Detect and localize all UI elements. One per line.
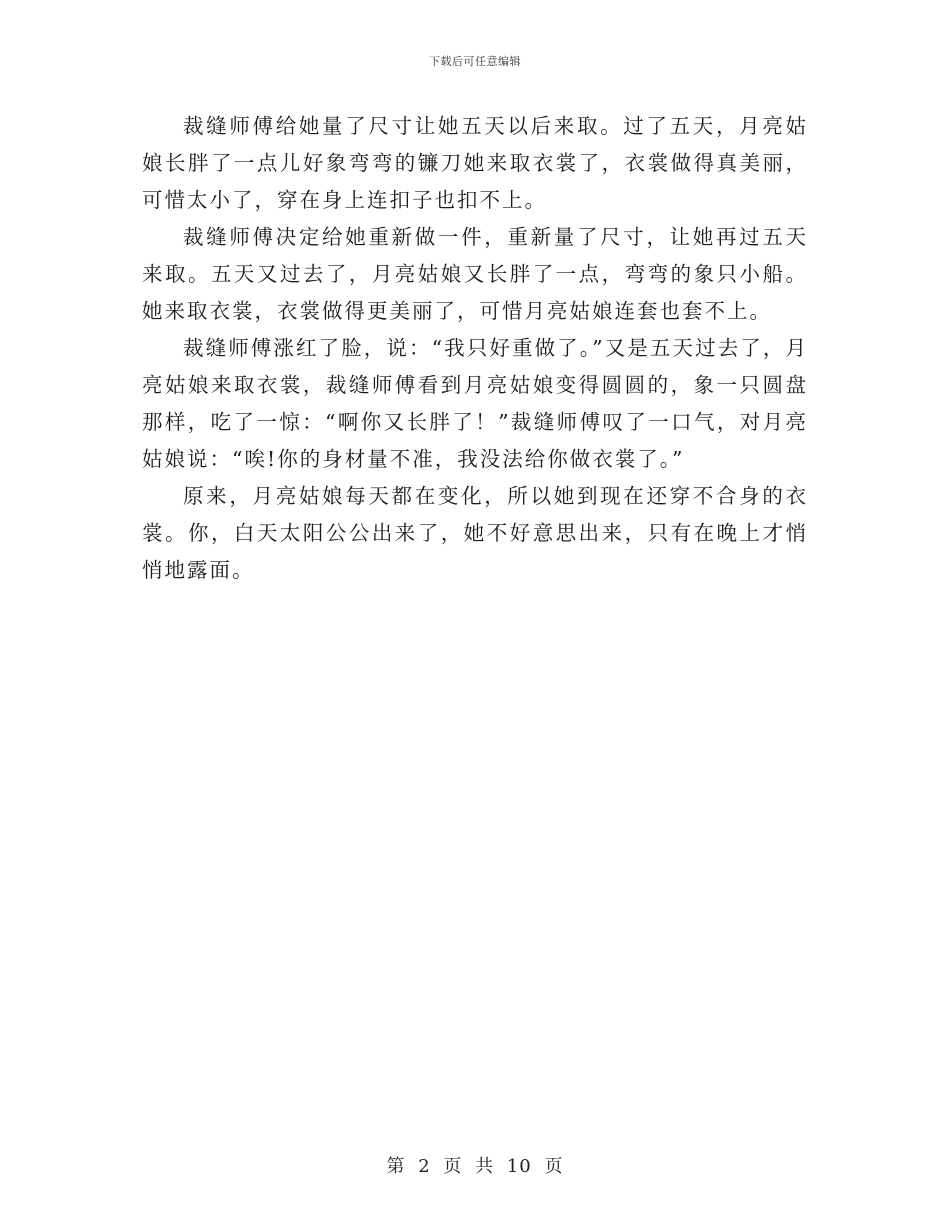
paragraph-4: 原来，月亮姑娘每天都在变化，所以她到现在还穿不合身的衣裳。你，白天太阳公公出来了，她不好意思出来，只有在晚上才悄悄地露面。 [142, 484, 808, 582]
paragraph-1: 裁缝师傅给她量了尺寸让她五天以后来取。过了五天，月亮姑娘长胖了一点儿好象弯弯的镰刀她来取衣裳了，衣裳做得真美丽，可惜太小了，穿在身上连扣子也扣不上。 [142, 114, 808, 212]
paragraph-2: 裁缝师傅决定给她重新做一件，重新量了尺寸，让她再过五天来取。五天又过去了，月亮姑娘又长胖了一点，弯弯的象只小船。她来取衣裳，衣裳做得更美丽了，可惜月亮姑娘连套也套不上。 [142, 225, 808, 323]
paragraph-3: 裁缝师傅涨红了脸，说：“我只好重做了。”又是五天过去了，月亮姑娘来取衣裳，裁缝师傅看到月亮姑娘变得圆圆的，象一只圆盘那样，吃了一惊：“啊你又长胖了！”裁缝师傅叹了一口气，对月亮姑娘说：“唉!你的身材量不准，我没法给你做衣裳了。” [142, 336, 808, 471]
page-number-footer: 第 2 页 共 10 页 [386, 1156, 564, 1177]
document-body [142, 108, 808, 589]
page-header: 下载后可任意编辑 [429, 55, 521, 68]
